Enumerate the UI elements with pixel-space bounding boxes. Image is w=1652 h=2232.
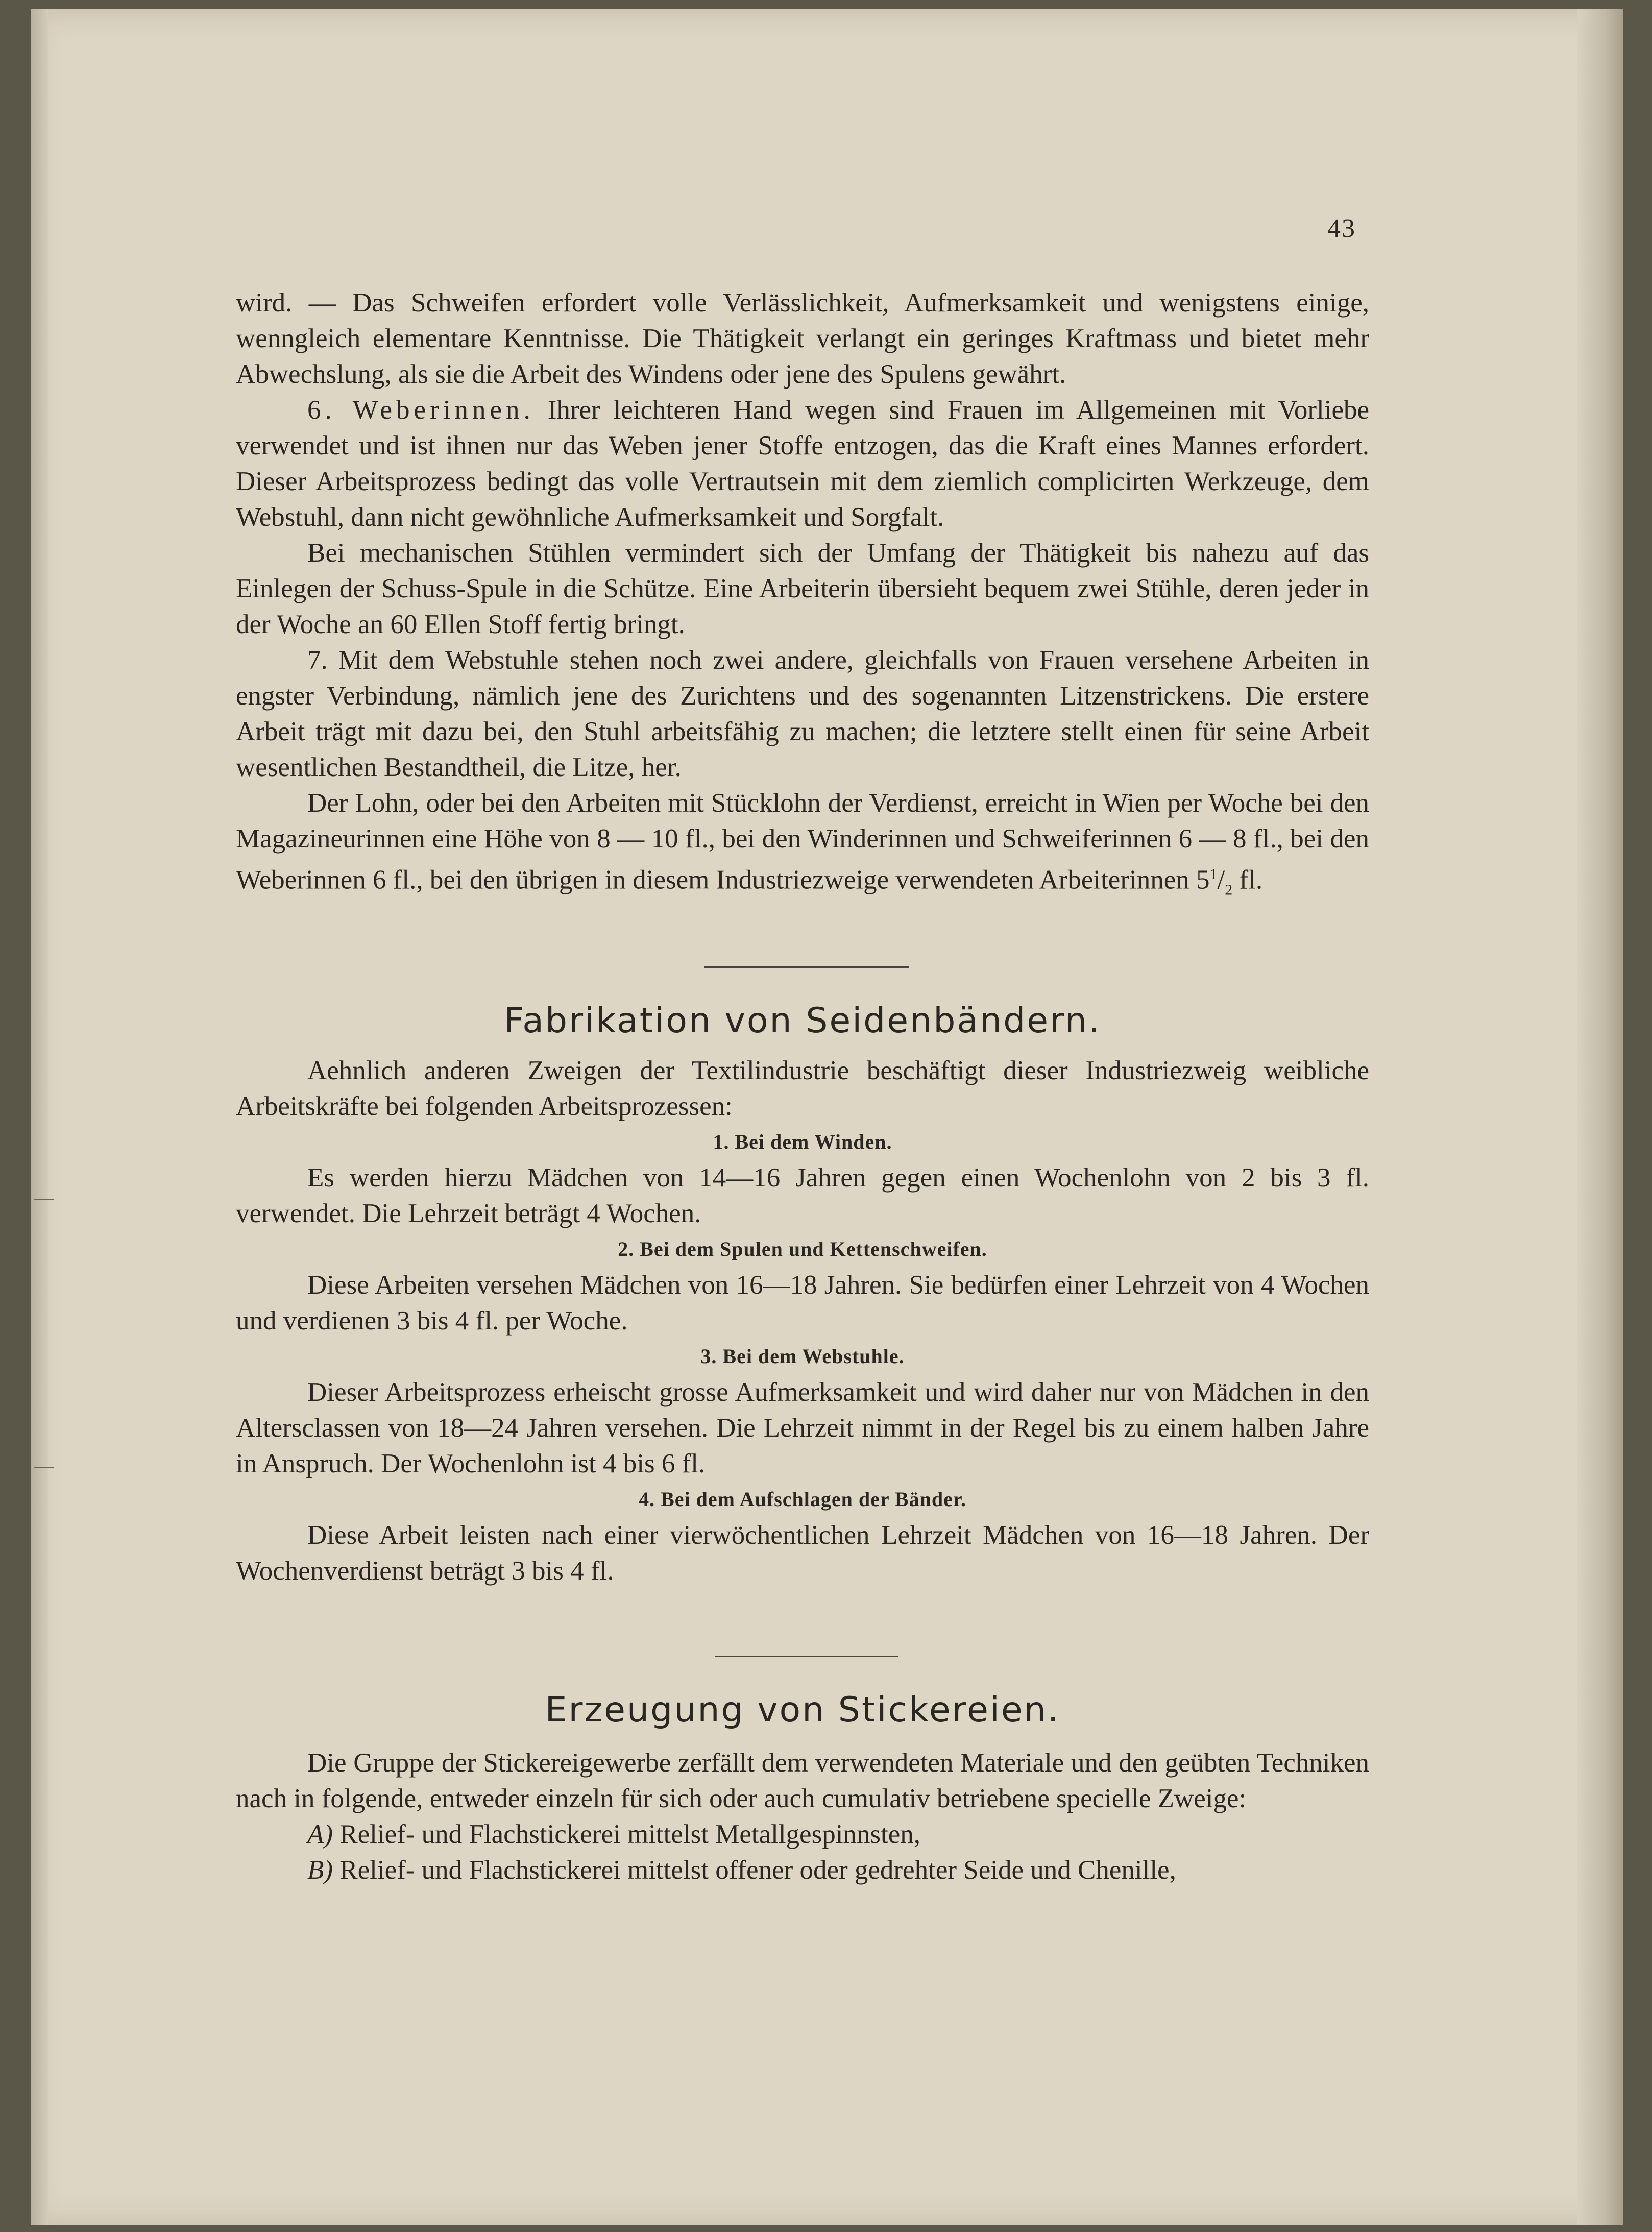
- list-text: Relief- und Flachstickerei mittelst offener oder gedrehter Seide und Chenille,: [339, 1855, 1176, 1885]
- fraction-denominator: 2: [1225, 881, 1233, 899]
- paragraph: [236, 392, 1369, 535]
- margin-mark: [34, 1467, 54, 1468]
- divider-rule: [704, 966, 909, 968]
- paragraph: Der Lohn, oder bei den Arbeiten mit Stücklohn der Verdienst, erreicht in Wien per Woche bei den Magazineurinnen eine Höhe von 8 — 10 fl., bei den Winderinnen und Schweiferinnen 6 — 8 fl., bei den Weberinnen 6 fl., bei den übrigen in diesem Industriezweige verwendeten Arbeiterinnen $5^1/_2$ fl.: [236, 788, 1369, 899]
- sub-heading: 3. Bei dem Webstuhle.: [700, 1345, 905, 1368]
- paragraph: Dieser Arbeitsprozess erheischt grosse Aufmerksamkeit und wird daher nur von Mädchen in den Altersclassen von 18—24 Jahren versehen. Die Lehrzeit nimmt in der Regel bis zu einem halben Jahre in Anspruch. Der Wochenlohn ist 4 bis 6 fl.: [236, 1377, 1369, 1478]
- list-letter: B): [307, 1855, 333, 1885]
- margin-mark: [34, 1199, 54, 1200]
- page-right-edge: [1577, 9, 1623, 2225]
- page-left-edge: [31, 9, 48, 2225]
- divider-rule: [715, 1656, 898, 1657]
- paragraph: Es werden hierzu Mädchen von 14—16 Jahren gegen einen Wochenlohn von 2 bis 3 fl. verwendet. Die Lehrzeit beträgt 4 Wochen.: [236, 1163, 1369, 1228]
- paragraph: Diese Arbeit leisten nach einer vierwöchentlichen Lehrzeit Mädchen von 16—18 Jahren. Der Wochenverdienst beträgt 3 bis 4 fl.: [236, 1520, 1369, 1586]
- paragraph: 7. Mit dem Webstuhle stehen noch zwei andere, gleichfalls von Frauen versehene Arbeiten in engster Verbindung, nämlich jene des Zurichtens und des sogenannten Litzenstrickens. Die erstere Arbeit trägt mit dazu bei, den Stuhl arbeitsfähig zu machen; die letztere stellt einen für seine Arbeit wesentlichen Bestandtheil, die Litze, her.: [236, 645, 1369, 782]
- text-block-top: [236, 285, 1369, 908]
- page-number: 43: [1327, 214, 1356, 243]
- section-title: Fabrikation von Seidenbändern.: [504, 1001, 1101, 1041]
- sub-heading: 1. Bei dem Winden.: [713, 1130, 892, 1153]
- section-body: [236, 1745, 1369, 1888]
- paragraph: Bei mechanischen Stühlen vermindert sich der Umfang der Thätigkeit bis nahezu auf das Einlegen der Schuss-Spule in die Schütze. Eine Arbeiterin übersieht bequem zwei Stühle, deren jeder in der Woche an 60 Ellen Stoff fertig bringt.: [236, 538, 1369, 639]
- item-label: 6. Weberinnen.: [307, 395, 535, 425]
- list-item: [236, 1816, 1369, 1852]
- paragraph: wird. — Das Schweifen erfordert volle Verlässlichkeit, Aufmerksamkeit und wenigstens einige, wenngleich elementare Kenntnisse. Die Thätigkeit verlangt ein geringes Kraftmass und bietet mehr Abwechslung, als sie die Arbeit des Windens oder jene des Spulens gewährt.: [236, 288, 1369, 389]
- list-item: [236, 1852, 1369, 1888]
- section-intro: Aehnlich anderen Zweigen der Textilindustrie beschäftigt dieser Industriezweig weibliche Arbeitskräfte bei folgenden Arbeitsprozessen:: [236, 1056, 1369, 1121]
- section-intro: Die Gruppe der Stickereigewerbe zerfällt dem verwendeten Materiale und den geübten Techniken nach in folgende, entweder einzeln für sich oder auch cumulativ betriebene specielle Zweige:: [236, 1748, 1369, 1813]
- paragraph-text: Der Lohn, oder bei den Arbeiten mit Stücklohn der Verdienst, erreicht in Wien per Woche bei den Magazineurinnen eine Höhe von 8 — 10 fl., bei den Winderinnen und Schweiferinnen 6 — 8 fl., bei den Weberinnen 6 fl., bei den übrigen in diesem Industriezweige verwendeten Arbeiterinnen: [236, 788, 1369, 895]
- section-body: [236, 1053, 1369, 1589]
- paragraph: Diese Arbeiten versehen Mädchen von 16—18 Jahren. Sie bedürfen einer Lehrzeit von 4 Wochen und verdienen 3 bis 4 fl. per Woche.: [236, 1270, 1369, 1336]
- list-letter: A): [307, 1819, 333, 1849]
- sub-heading: 2. Bei dem Spulen und Kettenschweifen.: [618, 1238, 987, 1260]
- currency-unit: fl.: [1239, 865, 1263, 895]
- section-title: Erzeugung von Stickereien.: [545, 1690, 1060, 1730]
- sub-heading: 4. Bei dem Aufschlagen der Bänder.: [639, 1488, 966, 1511]
- list-text: Relief- und Flachstickerei mittelst Metallgespinnsten,: [339, 1819, 921, 1849]
- fraction-numerator: 1: [1209, 866, 1218, 883]
- paragraph-text: Ihrer leichteren Hand wegen sind Frauen im Allgemeinen mit Vorliebe verwendet und ist ihnen nur das Weben jener Stoffe entzogen, das die Kraft eines Mannes erfordert. Dieser Arbeitsprozess bedingt das volle Vertrautsein mit dem ziemlich complicirten Werkzeuge, dem Webstuhl, dann nicht gewöhnliche Aufmerksamkeit und Sorgfalt.: [236, 395, 1369, 532]
- fraction-whole: 5: [1196, 865, 1210, 895]
